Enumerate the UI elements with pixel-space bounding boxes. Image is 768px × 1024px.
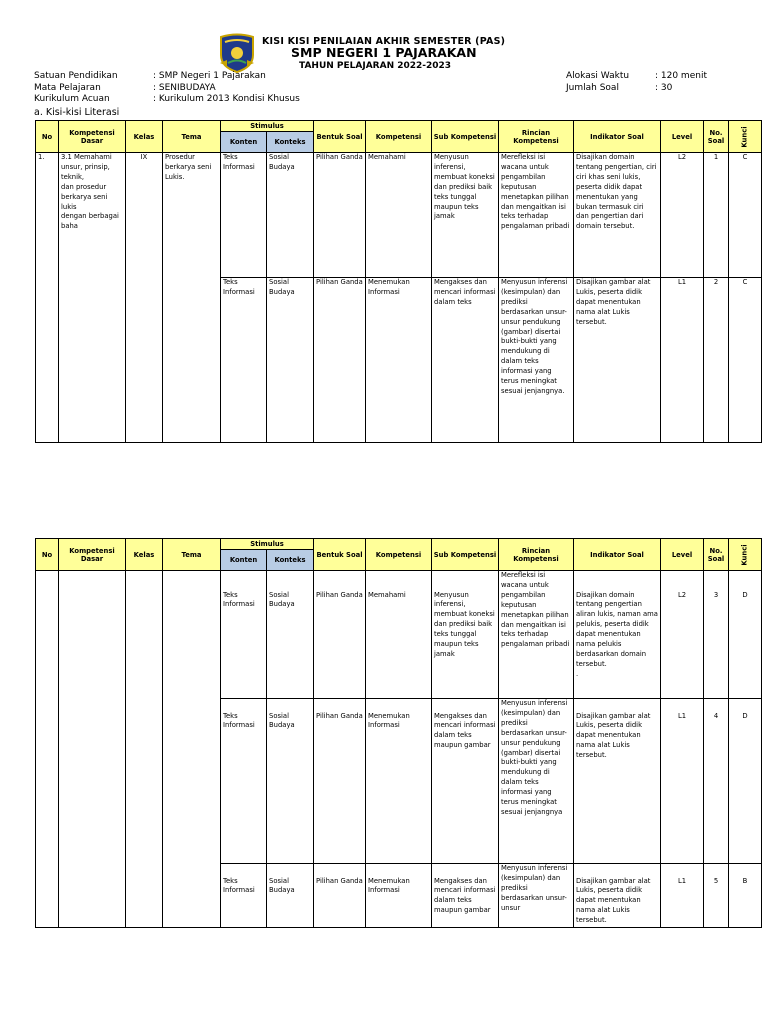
cell-kompetensi: Memahami xyxy=(366,153,432,278)
header-kelas: Kelas xyxy=(126,539,163,571)
cell-empty xyxy=(574,699,661,712)
cell-konten: Teks Informasi xyxy=(221,712,267,864)
info-right-labels xyxy=(566,71,629,94)
cell-kompetensi: Menemukan Informasi xyxy=(366,877,432,928)
academic-year: TAHUN PELAJARAN 2022-2023 xyxy=(299,61,452,71)
cell-tema xyxy=(163,571,221,928)
header-stimulus: Stimulus xyxy=(221,121,314,132)
cell-konten: Teks Informasi xyxy=(221,153,267,278)
header-kelas: Kelas xyxy=(126,121,163,153)
cell-rincian: Merefleksi isi wacana untuk pengambilan keputusan menetapkan pilihan dan mengaitkan isi teks terhadap pengalaman pribadi xyxy=(499,153,574,278)
kisi-kisi-table-1 xyxy=(35,120,762,443)
cell-bentuk-soal: Pilihan Ganda xyxy=(314,877,366,928)
info-label: Kurikulum Acuan xyxy=(34,94,110,104)
cell-empty xyxy=(314,699,366,712)
info-right-values xyxy=(655,71,707,94)
cell-indikator: Disajikan gambar alat Lukis, peserta didik dapat menentukan nama alat Lukis tersebut. xyxy=(574,712,661,864)
cell-level: L1 xyxy=(661,712,704,864)
info-value: : 120 menit xyxy=(655,71,707,81)
cell-konteks: Sosial Budaya xyxy=(267,877,314,928)
cell-bentuk-soal: Pilihan Ganda xyxy=(314,591,366,699)
cell-sub-kompetensi: Menyusun inferensi, membuat koneksi dan prediksi baik teks tunggal maupun teks jamak xyxy=(432,153,499,278)
cell-empty xyxy=(314,571,366,591)
cell-rincian: Menyusun inferensi (kesimpulan) dan prediksi berdasarkan unsur-unsur pendukung (gambar) disertai bukti-bukti yang mendukung di dalam teks informasi yang terus meningkat sesuai jenjangnya. xyxy=(499,278,574,443)
cell-empty xyxy=(432,571,499,591)
cell-empty xyxy=(574,571,661,591)
cell-konten: Teks Informasi xyxy=(221,591,267,699)
header-kunci: Kunci xyxy=(729,121,762,153)
header-tema: Tema xyxy=(163,121,221,153)
cell-konteks: Sosial Budaya xyxy=(267,278,314,443)
cell-kunci: C xyxy=(729,153,762,278)
cell-konten: Teks Informasi xyxy=(221,877,267,928)
cell-empty xyxy=(366,571,432,591)
table-row-spacer xyxy=(36,571,762,591)
cell-empty xyxy=(704,699,729,712)
header-kompetensi-dasar: Kompetensi Dasar xyxy=(59,539,126,571)
info-value: : SMP Negeri 1 Pajarakan xyxy=(153,71,266,81)
cell-sub-kompetensi: Mengakses dan mencari informasi dalam teks maupun gambar xyxy=(432,877,499,928)
header-level: Level xyxy=(661,121,704,153)
cell-level: L2 xyxy=(661,153,704,278)
cell-empty xyxy=(661,699,704,712)
cell-bentuk-soal: Pilihan Ganda xyxy=(314,712,366,864)
cell-empty xyxy=(221,699,267,712)
cell-kunci: B xyxy=(729,877,762,928)
info-value: : SENIBUDAYA xyxy=(153,82,216,93)
header-konten: Konten xyxy=(221,550,267,571)
school-name: SMP NEGERI 1 PAJARAKAN xyxy=(291,45,477,60)
cell-empty xyxy=(704,571,729,591)
cell-no-soal: 1 xyxy=(704,153,729,278)
cell-empty xyxy=(221,864,267,877)
cell-no-soal: 2 xyxy=(704,278,729,443)
kisi-kisi-table-2 xyxy=(35,538,762,928)
cell-tema: Prosedur berkarya seni Lukis. xyxy=(163,153,221,443)
cell-empty xyxy=(432,864,499,877)
cell-empty xyxy=(729,571,762,591)
header-stimulus: Stimulus xyxy=(221,539,314,550)
header-no-soal: No. Soal xyxy=(704,539,729,571)
cell-empty xyxy=(314,864,366,877)
cell-kompetensi: Menemukan Informasi xyxy=(366,278,432,443)
cell-no xyxy=(36,571,59,928)
cell-kunci: D xyxy=(729,712,762,864)
header-sub-kompetensi: Sub Kompetensi xyxy=(432,121,499,153)
cell-no-soal: 3 xyxy=(704,591,729,699)
info-label: Satuan Pendidikan xyxy=(34,71,118,81)
header-indikator-soal: Indikator Soal xyxy=(574,539,661,571)
cell-empty xyxy=(267,571,314,591)
header-bentuk-soal: Bentuk Soal xyxy=(314,121,366,153)
header-konteks: Konteks xyxy=(267,550,314,571)
cell-indikator: Disajikan gambar alat Lukis, peserta didik dapat menentukan nama alat Lukis tersebut. xyxy=(574,877,661,928)
cell-indikator: Disajikan gambar alat Lukis, peserta didik dapat menentukan nama alat Lukis tersebut. xyxy=(574,278,661,443)
cell-kompetensi: Memahami xyxy=(366,591,432,699)
cell-level: L2 xyxy=(661,591,704,699)
info-left-labels xyxy=(34,71,118,106)
section-heading: a. Kisi-kisi Literasi xyxy=(34,107,120,118)
cell-konteks: Sosial Budaya xyxy=(267,153,314,278)
cell-sub-kompetensi: Mengakses dan mencari informasi dalam teks xyxy=(432,278,499,443)
info-left-values xyxy=(153,71,300,106)
header-sub-kompetensi: Sub Kompetensi xyxy=(432,539,499,571)
cell-empty xyxy=(267,864,314,877)
info-value: : Kurikulum 2013 Kondisi Khusus xyxy=(153,94,300,104)
cell-empty xyxy=(267,699,314,712)
cell-kompetensi-dasar: 3.1 Memahami unsur, prinsip, teknik, dan prosedur berkarya seni lukis dengan berbagai baha xyxy=(59,153,126,443)
header-rincian-kompetensi: Rincian Kompetensi xyxy=(499,121,574,153)
header-no-soal: No. Soal xyxy=(704,121,729,153)
cell-sub-kompetensi: Menyusun inferensi, membuat koneksi dan prediksi baik teks tunggal maupun teks jamak xyxy=(432,591,499,699)
cell-kelas xyxy=(126,571,163,928)
cell-no-soal: 5 xyxy=(704,877,729,928)
cell-konten: Teks Informasi xyxy=(221,278,267,443)
info-label: Mata Pelajaran xyxy=(34,82,101,93)
cell-empty xyxy=(432,699,499,712)
cell-empty xyxy=(661,571,704,591)
cell-rincian: Menyusun inferensi (kesimpulan) dan prediksi berdasarkan unsur-unsur xyxy=(499,864,574,928)
header-konten: Konten xyxy=(221,132,267,153)
cell-konteks: Sosial Budaya xyxy=(267,591,314,699)
header-tema: Tema xyxy=(163,539,221,571)
header-kunci: Kunci xyxy=(729,539,762,571)
header-indikator-soal: Indikator Soal xyxy=(574,121,661,153)
cell-empty xyxy=(574,864,661,877)
cell-konteks: Sosial Budaya xyxy=(267,712,314,864)
header-level: Level xyxy=(661,539,704,571)
header-kompetensi: Kompetensi xyxy=(366,539,432,571)
header-rincian-kompetensi: Rincian Kompetensi xyxy=(499,539,574,571)
cell-kompetensi-dasar xyxy=(59,571,126,928)
info-label: Jumlah Soal xyxy=(566,82,619,93)
school-crest-logo xyxy=(218,33,256,73)
cell-no: 1. xyxy=(36,153,59,443)
cell-empty xyxy=(221,571,267,591)
cell-level: L1 xyxy=(661,278,704,443)
header-kompetensi: Kompetensi xyxy=(366,121,432,153)
header-no: No xyxy=(36,121,59,153)
cell-no-soal: 4 xyxy=(704,712,729,864)
cell-kompetensi: Menemukan Informasi xyxy=(366,712,432,864)
cell-kunci: C xyxy=(729,278,762,443)
header-kompetensi-dasar: Kompetensi Dasar xyxy=(59,121,126,153)
cell-indikator: Disajikan domain tentang pengertian, ciri ciri khas seni lukis, peserta didik dapat menentukan yang bukan termasuk ciri dan pengertian dari domain tersebut. xyxy=(574,153,661,278)
cell-rincian: Menyusun inferensi (kesimpulan) dan prediksi berdasarkan unsur-unsur pendukung (gambar) disertai bukti-bukti yang mendukung di dalam teks informasi yang terus meningkat sesuai jenjangnya xyxy=(499,699,574,864)
cell-bentuk-soal: Pilihan Ganda xyxy=(314,278,366,443)
cell-kunci: D xyxy=(729,591,762,699)
cell-kelas: IX xyxy=(126,153,163,443)
cell-empty xyxy=(704,864,729,877)
table-row xyxy=(36,153,762,278)
cell-empty xyxy=(366,864,432,877)
cell-empty xyxy=(366,699,432,712)
cell-rincian: Merefleksi isi wacana untuk pengambilan keputusan menetapkan pilihan dan mengaitkan isi teks terhadap pengalaman pribadi xyxy=(499,571,574,699)
header-no: No xyxy=(36,539,59,571)
cell-empty xyxy=(729,699,762,712)
info-value: : 30 xyxy=(655,82,673,93)
cell-level: L1 xyxy=(661,877,704,928)
cell-sub-kompetensi: Mengakses dan mencari informasi dalam teks maupun gambar xyxy=(432,712,499,864)
cell-indikator: Disajikan domain tentang pengertian aliran lukis, naman ama pelukis, peserta didik dapat menentukan nama pelukis berdasarkan domain tersebut. . xyxy=(574,591,661,699)
cell-empty xyxy=(661,864,704,877)
header-konteks: Konteks xyxy=(267,132,314,153)
cell-bentuk-soal: Pilihan Ganda xyxy=(314,153,366,278)
info-label: Alokasi Waktu xyxy=(566,71,630,81)
header-bentuk-soal: Bentuk Soal xyxy=(314,539,366,571)
document-title: KISI KISI PENILAIAN AKHIR SEMESTER (PAS) xyxy=(262,36,506,47)
cell-empty xyxy=(729,864,762,877)
